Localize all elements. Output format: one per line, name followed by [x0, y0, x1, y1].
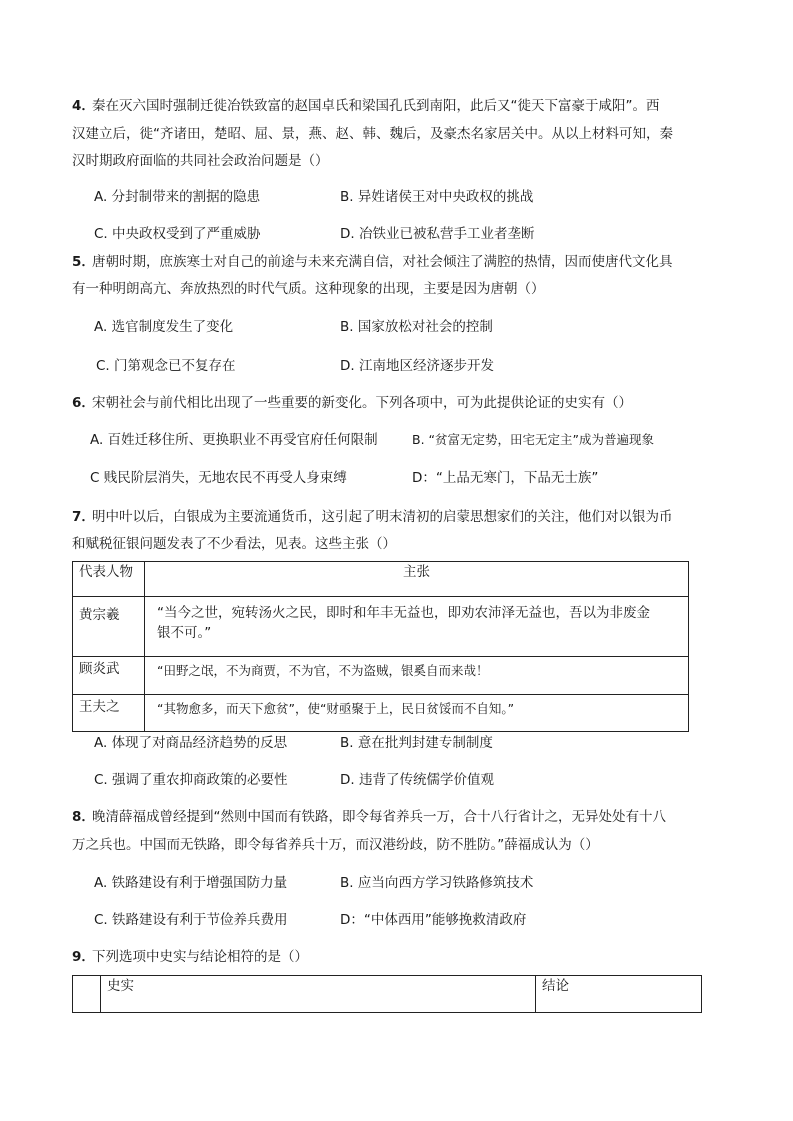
q5-stem-line2: 有一种明朗高亢、奔放热烈的时代气质。这种现象的出现，主要是因为唐朝（）: [72, 281, 545, 297]
q4-number: 4．: [72, 98, 95, 114]
q8-option-d: D：“中体西用”能够挽救清政府: [340, 912, 527, 928]
q8-option-a: A. 铁路建设有利于增强国防力量: [94, 875, 288, 891]
q6-option-b: B. “贫富无定势，田宅无定主”成为普遍现象: [412, 432, 654, 447]
table-row: [73, 597, 689, 657]
q8-option-c: C. 铁路建设有利于节俭养兵费用: [94, 912, 288, 928]
q7-row1-view: [145, 597, 689, 657]
q7-option-d: D. 违背了传统儒学价值观: [340, 772, 494, 788]
q8-number: 8．: [72, 809, 95, 825]
q9-table-header-fact: 史实: [101, 976, 536, 1013]
q7-row3-person: 王夫之: [73, 695, 145, 732]
q7-row3-view: “其物愈多，而天下愈贫”，使“财亟聚于上，民日贫馁而不自知。”: [145, 695, 689, 732]
q7-stem-line2: 和赋税征银问题发表了不少看法，见表。这些主张（）: [72, 536, 396, 552]
q5-option-b: B. 国家放松对社会的控制: [340, 319, 493, 335]
q5-number: 5．: [72, 254, 95, 270]
q9-table-header-conclusion: 结论: [536, 976, 702, 1013]
q4-stem-line3: 汉时期政府面临的共同社会政治问题是（）: [72, 153, 329, 169]
q9-stem-line1: 下列选项中史实与结论相符的是（）: [92, 949, 308, 965]
q4-option-a: A. 分封制带来的割据的隐患: [94, 189, 261, 205]
q5-stem-line1: 唐朝时期，庶族寒士对自己的前途与未来充满自信，对社会倾注了满腔的热情，因而使唐代文化具: [92, 254, 673, 270]
q9-table-header-blank: [73, 976, 101, 1013]
q6-stem-line1: 宋朝社会与前代相比出现了一些重要的新变化。下列各项中，可为此提供论证的史实有（）: [92, 395, 632, 411]
table-row: [73, 657, 689, 695]
q7-option-c: C. 强调了重农抑商政策的必要性: [94, 772, 288, 788]
q7-table-header-person: 代表人物: [73, 562, 145, 597]
q7-table-header-row: [73, 562, 689, 597]
q7-option-b: B. 意在批判封建专制制度: [340, 735, 493, 751]
q4-stem-line2: 汉建立后，徙“齐诸田，楚昭、屈、景，燕、赵、韩、魏后，及豪杰名家居关中。从以上材料可知，秦: [72, 126, 673, 142]
q4-option-b: B. 异姓诸侯王对中央政权的挑战: [340, 189, 534, 205]
table-row: [73, 976, 702, 1013]
q5-option-d: D. 江南地区经济逐步开发: [340, 358, 494, 374]
q8-option-b: B. 应当向西方学习铁路修筑技术: [340, 875, 534, 891]
q7-table: [72, 561, 689, 732]
q4-option-d: D. 冶铁业已被私营手工业者垄断: [340, 226, 535, 242]
q7-row2-person: 顾炎武: [73, 657, 145, 695]
q7-row1-view-line2: 银不可。”: [157, 625, 212, 641]
q9-number: 9．: [72, 949, 95, 965]
q4-option-c: C. 中央政权受到了严重威胁: [94, 226, 261, 242]
q7-number: 7．: [72, 509, 95, 525]
q6-number: 6．: [72, 395, 95, 411]
q6-option-d: D：“上品无寒门，下品无士族”: [412, 470, 599, 486]
q8-stem-line2: 万之兵也。中国而无铁路，即令每省养兵十万，而汉港纷歧，防不胜防。”薛福成认为（）: [72, 837, 599, 853]
table-row: [73, 695, 689, 732]
q7-row1-view-line1: “当今之世，宛转汤火之民，即时和年丰无益也，即劝农沛泽无益也，吾以为非废金: [157, 605, 650, 621]
q5-option-c: C. 门第观念已不复存在: [96, 358, 236, 374]
q6-option-c: C 贱民阶层消失，无地农民不再受人身束缚: [90, 470, 347, 486]
q6-option-a: A. 百姓迁移住所、更换职业不再受官府任何限制: [90, 432, 378, 448]
q7-table-header-view: 主张: [145, 562, 689, 597]
q9-table: [72, 975, 702, 1013]
q7-row1-person: 黄宗羲: [73, 597, 145, 657]
q7-option-a: A. 体现了对商品经济趋势的反思: [94, 735, 288, 751]
q7-stem-line1: 明中叶以后，白银成为主要流通货币，这引起了明末清初的启蒙思想家们的关注，他们对以银为币: [92, 509, 673, 525]
q8-stem-line1: 晚清薛福成曾经提到“然则中国而有铁路，即令每省养兵一万，合十八行省计之，无异处处有十八: [92, 809, 666, 825]
q4-stem-line1: 秦在灭六国时强制迁徙冶铁致富的赵国卓氏和梁国孔氏到南阳，此后又“徙天下富豪于咸阳”。西: [92, 98, 660, 114]
q5-option-a: A. 选官制度发生了变化: [94, 319, 234, 335]
q7-row2-view: “田野之氓，不为商贾，不为官，不为盗贼，银奚自而来哉！: [145, 657, 689, 695]
